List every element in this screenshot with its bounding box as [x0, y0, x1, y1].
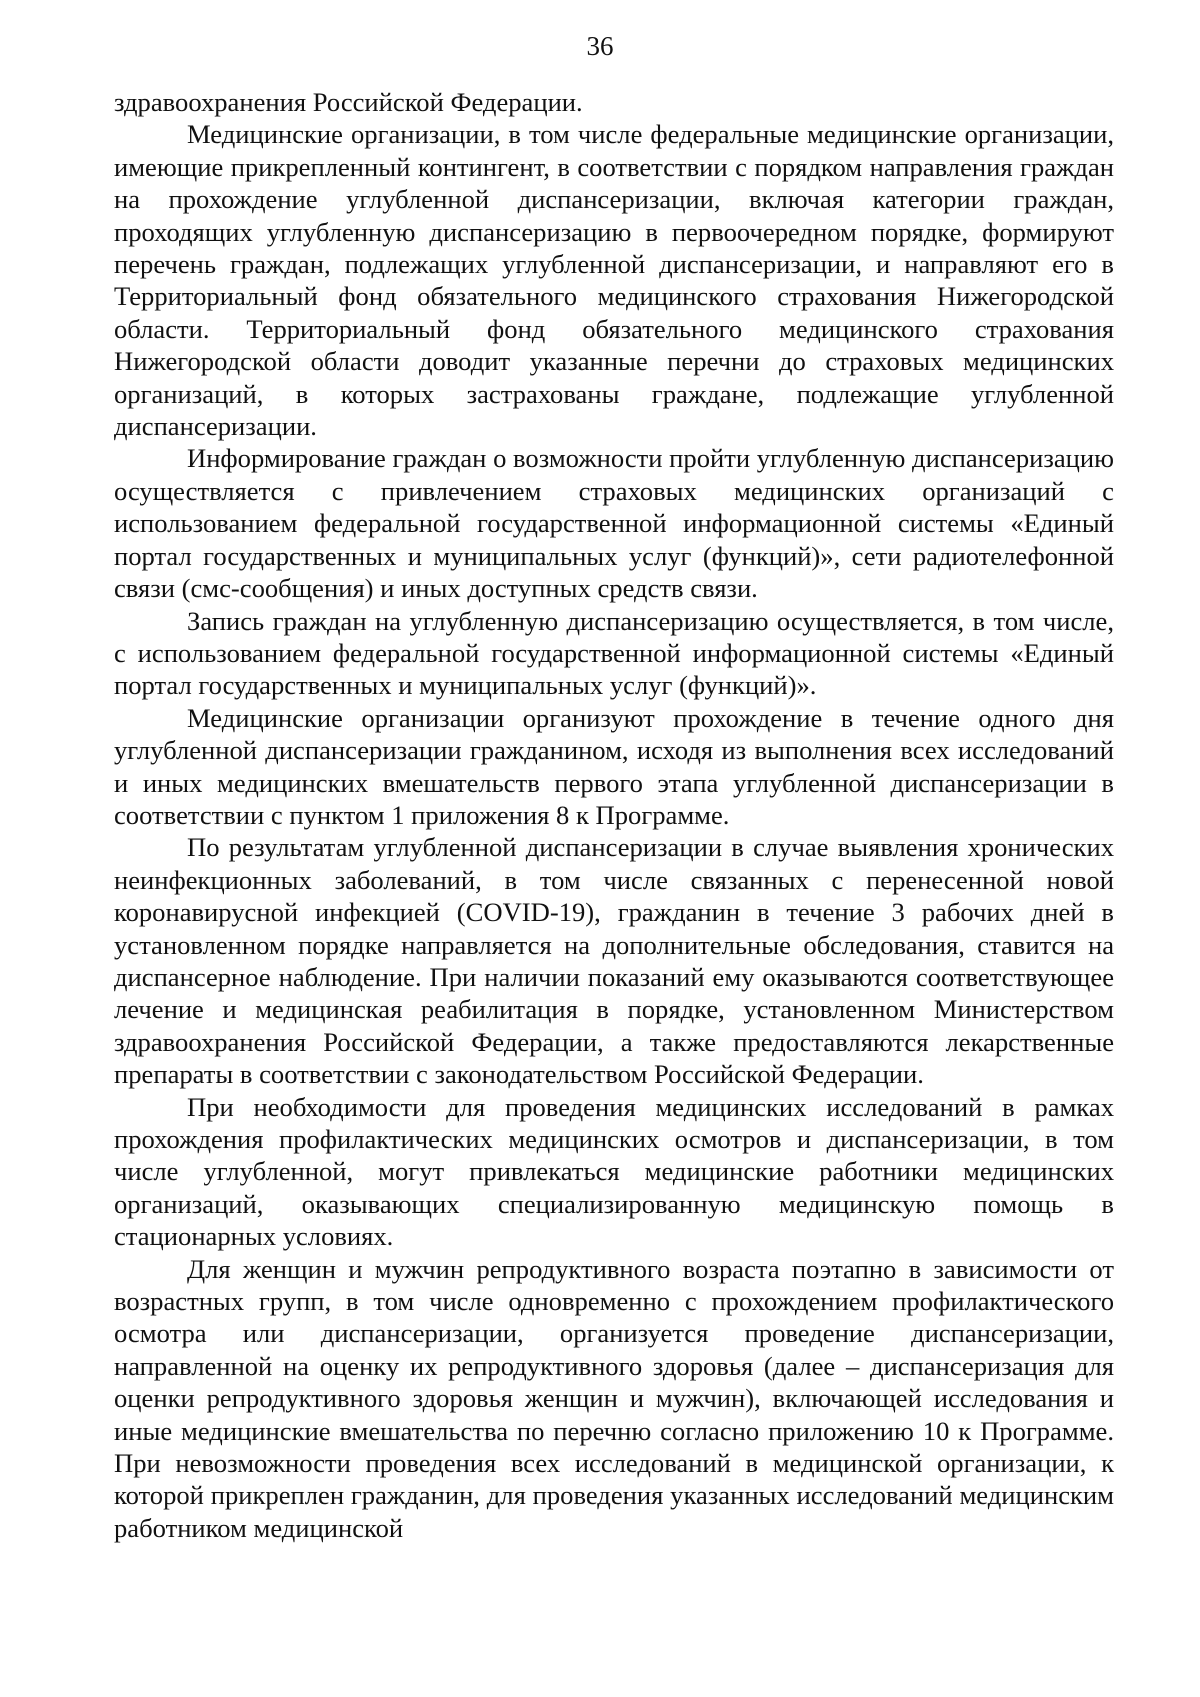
paragraph-results: По результатам углубленной диспансеризации в случае выявления хронических неинфекционных заболеваний, в том числе связанных с перенесенной новой коронавирусной инфекцией (COVID-19), гражданин в течение 3 рабочих дней в установленном порядке направляется на дополнительные обследования, ставится на диспансерное наблюдение. При наличии показаний ему оказываются соответствующее лечение и медицинская реабилитация в порядке, установленном Министерством здравоохранения Российской Федерации, а также предоставляются лекарственные препараты в соответствии с законодательством Российской Федерации. — [114, 832, 1114, 1090]
paragraph-specialists: При необходимости для проведения медицинских исследований в рамках прохождения профилактических медицинских осмотров и диспансеризации, в том числе углубленной, могут привлекаться медицинские работники медицинских организаций, оказывающих специализированную медицинскую помощь в стационарных условиях. — [114, 1091, 1114, 1252]
paragraph-one-day-examination: Медицинские организации организуют прохождение в течение одного дня углубленной диспансеризации гражданином, исходя из выполнения всех исследований и иных медицинских вмешательств первого этапа углубленной диспансеризации в соответствии с пунктом 1 приложения 8 к Программе. — [114, 702, 1114, 830]
paragraph-medical-organizations-list: Медицинские организации, в том числе федеральные медицинские организации, имеющие прикрепленный контингент, в соответствии с порядком направления граждан на прохождение углубленной диспансеризации, включая категории граждан, проходящих углубленную диспансеризацию в первоочередном порядке, формируют перечень граждан, подлежащих углубленной диспансеризации, и направляют его в Территориальный фонд обязательного медицинского страхования Нижегородской области. Территориальный фонд обязательного медицинского страхования Нижегородской области доводит указанные перечни до страховых медицинских организаций, в которых застрахованы граждане, подлежащие углубленной диспансеризации. — [114, 119, 1114, 442]
paragraph-reproductive-health: Для женщин и мужчин репродуктивного возраста поэтапно в зависимости от возрастных групп, в том числе одновременно с прохождением профилактического осмотра или диспансеризации, организуется проведение диспансеризации, направленной на оценку их репродуктивного здоровья (далее – диспансеризация для оценки репродуктивного здоровья женщин и мужчин), включающей исследования и иные медицинские вмешательства по перечню согласно приложению 10 к Программе. При невозможности проведения всех исследований в медицинской организации, к которой прикреплен гражданин, для проведения указанных исследований медицинским работником медицинской — [114, 1253, 1114, 1543]
paragraph-continued: здравоохранения Российской Федерации. — [114, 87, 583, 117]
paragraph-informing-citizens: Информирование граждан о возможности пройти углубленную диспансеризацию осуществляется с привлечением страховых медицинских организаций с использованием федеральной государственной информационной системы «Единый портал государственных и муниципальных услуг (функций)», сети радиотелефонной связи (смс-сообщения) и иных доступных средств связи. — [114, 443, 1114, 604]
page-number: 36 — [586, 31, 614, 61]
document-body — [114, 86, 1114, 1544]
paragraph-registration: Запись граждан на углубленную диспансеризацию осуществляется, в том числе, с использованием федеральной государственной информационной системы «Единый портал государственных и муниципальных услуг (функций)». — [114, 605, 1114, 701]
